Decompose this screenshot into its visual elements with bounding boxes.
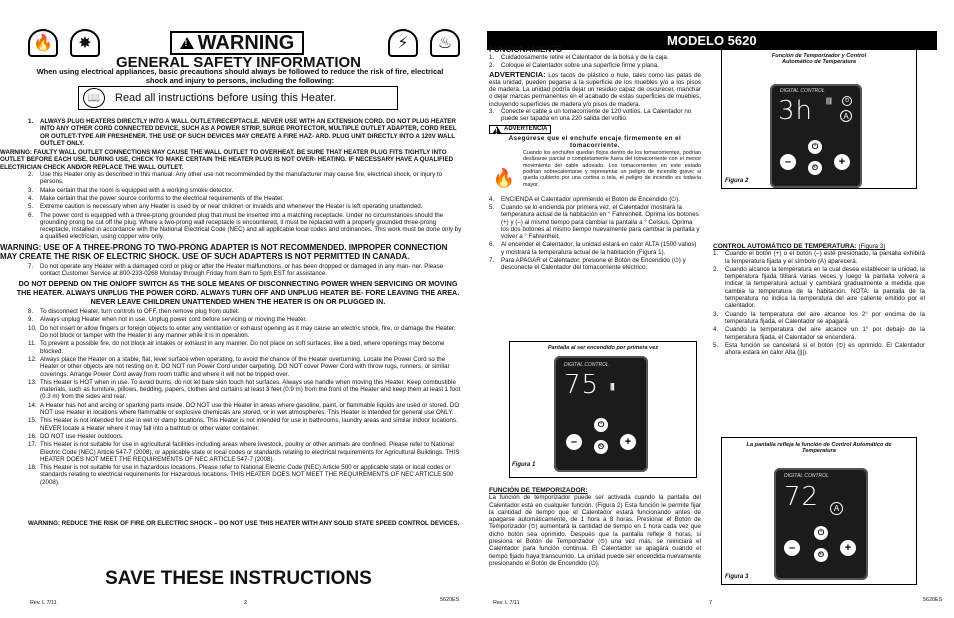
figure-2 <box>721 49 917 189</box>
safety-item-b-9 <box>28 433 464 440</box>
auto-control-title: CONTROL AUTOMÁTICO DE TEMPERATURA: <box>713 243 857 250</box>
list-number: 15. <box>28 417 37 425</box>
list-number: 5. <box>489 204 495 211</box>
list-text: Make certain that the room is equipped with a working smoke detector. <box>40 186 234 194</box>
power-button[interactable]: ⏻ <box>814 526 828 540</box>
list-text: To disconnect Heater, turn controls to OFF, then remove plug from outlet. <box>40 308 240 316</box>
plus-button[interactable]: + <box>834 154 850 170</box>
heat-icon: ||| <box>826 98 832 105</box>
left-footer-page: 2 <box>244 600 247 606</box>
advertencia-label: ADVERTENCIA: <box>489 69 546 79</box>
safety-item-b-10 <box>28 441 464 463</box>
figure-3-device <box>774 468 868 580</box>
safety-item-b-4 <box>28 340 464 355</box>
list-number: 1. <box>713 250 719 258</box>
list-number: 7. <box>489 257 495 265</box>
list-text: Cuando se lo encienda por primera vez, el Calentador mostrará la temperatura actual de la habitación en ° Fahrenheit. Oprima los botones (+) y (–) al mismo tiempo para cambiar la pantalla a ° Celsius. Oprima los dos botones al mismo tiempo nuevamente para cambiar la pantalla y volver a ° Fahrenheit. <box>501 204 700 241</box>
list-number: 2. <box>28 171 34 179</box>
save-instructions-title: SAVE THESE INSTRUCTIONS <box>105 568 372 589</box>
list-text: To prevent a possible fire, do not block air intakes or exhaust in any manner. Do not place on soft surfaces, like a bed, where openings may become blocked. <box>40 340 445 355</box>
list-number: 2. <box>489 62 495 70</box>
func-item-1 <box>489 54 701 61</box>
func-item-b-3 <box>489 241 701 256</box>
warning-faulty-outlet: WARNING: FAULTY WALL OUTLET CONNECTIONS MAY CAUSE THE WALL OUTLET TO OVERHEAT. BE SURE THAT HEATER PLUG FITS TIGHTLY INTO OUTLET BEFORE EACH USE. DURING USE, CHECK TO MAKE CERTAIN THE HEATER PLUG IS NOT OVER- HEATING. IF NECESSARY HAVE A QUALIFIED ELECTRICIAN CHECK AND/OR REPLACE THE WALL OUTLET. <box>0 149 454 171</box>
control-item-5 <box>713 342 925 357</box>
figure-1-label: Figura 1 <box>512 462 536 468</box>
list-number: 18. <box>28 464 37 472</box>
hazard-icon-shock: ⚡ <box>388 29 418 57</box>
safety-item-b-8 <box>28 417 464 432</box>
power-button[interactable]: ⏻ <box>594 418 608 432</box>
list-number: 1. <box>489 54 495 61</box>
figure-1-device <box>554 356 648 472</box>
display-label: DIGITAL CONTROL <box>784 473 829 479</box>
auto-icon: A <box>830 502 843 515</box>
list-number: 6. <box>489 241 495 249</box>
timer-button[interactable]: ⏲ <box>808 161 822 175</box>
auto-control-section <box>713 243 925 357</box>
safety-item-b-1 <box>28 308 464 315</box>
list-number: 4. <box>489 195 495 203</box>
warning-title: WARNING <box>197 31 295 54</box>
func-item-2 <box>489 62 701 69</box>
list-text: Esta función se cancelará si el botón (⏲) es oprimido. El Calentador ahora estará en calor Alta (|||). <box>725 341 925 357</box>
onoff-warning: DO NOT DEPEND ON THE ON/OFF SWITCH AS THE SOLE MEANS OF DISCONNECTING POWER WHEN SERVICING OR MOVING THE HEATER. ALWAYS UNPLUG THE POWER CORD. ALWAYS TURN OFF AND UNPLUG HEATER BE- FORE LEAVING THE AREA. NEVER LEAVE CHILDREN UNATTENDED WHEN THE HEATER IS ON OR PLUGGED IN. <box>16 279 460 307</box>
safety-item-a-4 <box>28 203 464 210</box>
safety-item-b-7 <box>28 402 464 417</box>
read-manual-row <box>78 86 398 110</box>
hazard-icon-burn: ♨ <box>430 29 460 57</box>
right-page <box>477 0 954 618</box>
func-item-3: 3. Conecte el cable a un tomacorriente de 120 voltios. La Calentador no puede ser tapada en una 220 salida del voltio. <box>489 108 692 123</box>
list-number: 8. <box>28 308 34 316</box>
control-item-1 <box>713 250 925 265</box>
list-number: 4. <box>28 194 34 202</box>
plus-button[interactable]: + <box>620 434 636 450</box>
timer-button[interactable]: ⏲ <box>594 440 608 454</box>
func-item-b-4 <box>489 257 701 272</box>
control-item-2 <box>713 266 925 310</box>
auto-icon: A <box>840 110 852 122</box>
list-number: 5. <box>28 203 34 211</box>
timer-button[interactable]: ⏲ <box>814 548 828 562</box>
list-text: Make certain that the power source conforms to the electrical requirements of the Heater. <box>40 194 284 202</box>
auto-control-figure-ref: (Figura 3) <box>858 243 886 250</box>
figure-3-caption: La pantalla refleja la función de Control Automático de Temperatura <box>746 442 892 454</box>
list-text: Cuando la temperatura del aire alcance los 2° por encima de la temperatura fijada, el Calentador se apagará. <box>725 310 925 325</box>
advertencia-box-label: ADVERTENCIA <box>504 125 548 132</box>
plus-button[interactable]: + <box>840 540 856 556</box>
hazard-icon-explosion: ✸ <box>70 29 100 57</box>
figure-1-caption: Pantalla al ser encendido por primera vez <box>547 345 659 351</box>
display-label: DIGITAL CONTROL <box>780 88 825 94</box>
figure-2-label: Figura 2 <box>725 178 749 184</box>
list-number: 5. <box>713 341 719 349</box>
list-text: Do not insert or allow fingers or foreign objects to enter any ventilation or exhaust opening as it may cause an electric shock, fire, or damage the Heater. Do not block or tamper with the Heater in any manner while it is in operation. <box>40 324 456 340</box>
safety-list-block <box>0 118 464 487</box>
list-text: The power cord is equipped with a three-prong grounded plug that must be inserted into a matching receptacle. Under no circumstances should the grounding prong be cut off the plug. Where a two-prong wall receptacle is encountered, it must be replaced with a properly grounded three-prong receptacle, installed in accordance with the National Electrical Code (NEC) and all applicable local codes and ordinances. This work must be done only by a qualified electrician, using copper wire only. <box>40 211 462 241</box>
figure-3-label: Figura 3 <box>725 574 749 580</box>
figure-2-device <box>770 84 862 188</box>
list-number: 16. <box>28 432 37 440</box>
timer-text: La función de temporizador puede ser activada cuando la pantalla del Calentador está en cualquier función. (Figura 2) Esta función le permite fijar la cantidad de tiempo que el Calentador estará funcionando antes de apagarse automáticamente, de 1 hora a 8 horas. Presionar el Botón de Temporizador (⏲) aumentará la cantidad de tiempo en 1 hora cada vez que dicho botón sea oprimido. Después que la pantalla refleje 8 horas, si presiona el Botón de Temporizador (⏲) una vez más, se reiniciará el Calentador para función continua. El Calentador se apagará cuando el tiempo fijado haya transcurrido. La unidad puede ser encendida nuevamente presionando el Botón de Encendido (⏻). <box>489 494 701 567</box>
list-text: Always place the Heater on a stable, flat, level surface when operating, to avoid the chance of the Heater overturning. Locate the Power Cord so the Heater or other objects are not resting on it. DO NOT run Power Cord under carpeting. DO NOT cover Power Cord with throw rugs, runners, or similar coverings. Arrange Power Cord away from room traffic and where it will not be tripped over. <box>40 355 450 378</box>
heat-icon: ||| <box>610 382 614 391</box>
list-number: 3. <box>713 310 719 318</box>
safety-item-b-2 <box>28 316 464 323</box>
safety-item-b-6 <box>28 379 464 401</box>
advertencia-subtitle: Asegúrese que el enchufe encaje firmemente en el tomacorriente. <box>508 135 682 150</box>
list-text: A Heater has hot and arcing or sparking parts inside. DO NOT use the Heater in areas where gasoline, paint, or flammable liquids are used or stored. DO NOT use Heater in locations where flammable or explosive chemicals are stored, or in wet atmospheres. This Heater is intended for general use ONLY. <box>40 401 460 417</box>
figure-2-caption: Función de Temporizador y Control Automático de Temperatura <box>771 53 867 65</box>
list-text: This Heater is not suitable for use in agricultural facilities including areas where livestock, poultry or other animals are confined. Please refer to National Electric Code (NEC) Article 547-7 (2008), or applicable state or local codes or standards relating to electrical requirements for Agricultural Buildings. THIS HEATER DOES NOT MEET THE REQUIREMENTS OF NEC ARTICLE 547-7 (2008). <box>40 441 460 463</box>
safety-item-1: 1. ALWAYS PLUG HEATERS DIRECTLY INTO A WALL OUTLET/RECEPTACLE. NEVER USE WITH AN EXTENSION CORD. DO NOT PLUG HEATER INTO ANY OTHER CORD CONNECTED DEVICE, SUCH AS A POWER STRIP, SURGE PROTECTOR, MULTIPLE OUTLET ADAPTER, CORD REEL OR OUTLET-TYPE AIR FRESHENER. THE USE OF SUCH DEVICES MAY CREATE A FIRE HAZ- ARD. PLUG UNIT DIRECTLY INTO A 120V WALL OUTLET ONLY. <box>28 118 457 147</box>
func-item-b-1 <box>489 196 701 203</box>
minus-button[interactable]: – <box>566 434 582 450</box>
timer-title: FUNCIÓN DE TEMPORIZADOR: <box>489 487 588 494</box>
advertencia-body-row <box>489 150 701 194</box>
control-item-4 <box>713 326 925 341</box>
fire-warning-icon: 🔥 <box>492 168 516 189</box>
right-footer-page: 7 <box>709 600 712 606</box>
auto-control-title-row <box>713 243 925 250</box>
safety-item-b-11 <box>28 464 464 486</box>
display-label: DIGITAL CONTROL <box>564 362 609 368</box>
list-text: Extreme caution is necessary when any Heater is used by or near children or invalids and whenever the Heater is left operating unattended. <box>40 203 423 211</box>
safety-item-b-3 <box>28 325 464 340</box>
list-number: 12. <box>28 355 37 363</box>
list-number: 2. <box>713 265 719 273</box>
warning-adapter: WARNING: USE OF A THREE-PRONG TO TWO-PRONG ADAPTER IS NOT RECOMMENDED. IMPROPER CONNECTION MAY CREATE THE RISK OF ELECTRIC SHOCK. USE OF SUCH ADAPTERS IS NOT PERMITTED IN CANADA. <box>0 242 448 262</box>
general-safety-title: GENERAL SAFETY INFORMATION <box>115 54 361 71</box>
safety-item-a-5 <box>28 212 464 241</box>
warning-solid-state: WARNING: REDUCE THE RISK OF FIRE OR ELECTRIC SHOCK – DO NOT USE THIS HEATER WITH ANY SOLID STATE SPEED CONTROL DEVICES. <box>28 520 460 527</box>
list-number: 10. <box>28 324 37 332</box>
read-manual-text: Read all instructions before using this Heater. <box>115 92 337 104</box>
list-text: ENCIENDA el Calentador oprimiendo el Botón de Encendido (⏻). <box>501 195 680 203</box>
list-text: Use this Heater only as described in this manual. Any other use not recommended by the manufacturer may cause fire, electrical shock, or injury to persons. <box>40 171 443 186</box>
minus-button[interactable]: – <box>784 540 800 556</box>
safety-item-b-5 <box>28 356 464 378</box>
intro-text: When using electrical appliances, basic precautions should always be followed to reduce the risk of fire, electrical shock and injury to persons, including the following: <box>36 67 444 85</box>
timer-reading: 3h <box>778 96 814 126</box>
right-footer-code: 5620ES <box>923 597 943 603</box>
advertencia-body: Cuando los enchufes quedan flojos dentro de los tomacorrientes, podrían deslizarse parcial o completamente fuera del tomacorriente con el menor movimiento del cable adosado. Los tomacorrientes en este estado podrían sobrecalentarse y representar un peligro de incendio grave; si queda cubierto por una cortina o tela, el peligro de incendio es todavía mayor. <box>523 149 701 188</box>
list-number: 3. <box>28 186 34 194</box>
right-footer-rev: Rev. L 7/11 <box>493 600 520 606</box>
funcionamiento-title: FUNCIONAMIENTO <box>489 45 563 54</box>
safety-item-a-1 <box>28 171 464 186</box>
advertencia-box <box>489 125 551 134</box>
list-text: Para APAGAR el Calentador, presione el Botón de Encendido (⏻) y desconecte el Calentador del tomacorriente eléctrico. <box>501 257 686 272</box>
temperature-reading: 75 <box>564 370 600 400</box>
list-text: Cuidadosamente retire el Calentador de la bolsa y de la caja. <box>501 54 669 61</box>
list-text: DO NOT use Heater outdoors. <box>40 432 124 440</box>
figure-3 <box>721 437 917 585</box>
list-text: This Heater is not intended for use in wet or damp locations. This Heater is not intended for use in bathrooms, laundry areas and similar indoor locations. NEVER locate a Heater where it may fall into a bathtub or other water container. <box>40 417 458 432</box>
list-number: 4. <box>713 326 719 334</box>
list-number: 11. <box>28 340 37 348</box>
list-number: 13. <box>28 378 37 386</box>
minus-button[interactable]: – <box>780 154 796 170</box>
advertencia-triangle-icon <box>493 126 501 133</box>
warning-triangle-icon <box>180 37 194 49</box>
list-text: Cuando alcance la temperatura en la cual desea establecer la unidad, la temperatura fijada titilará varias veces y luego la pantalla volverá a indicar la temperatura actual y cambiará gradualmente a medida que cambia la temperatura de la habitación. NOTA: la pantalla de la temperatura no indica la temperatura del aire caliente emitido por el calentador. <box>725 265 925 310</box>
advertencia-paragraph <box>489 71 701 108</box>
safety-item-a-3 <box>28 195 464 202</box>
list-text: This Heater is HOT when in use. To avoid burns, do not let bare skin touch hot surfaces. Always use handle when moving this Heater. Keep combustible materials, such as furniture, pillows, bedding, papers, clothes and curtains at least 3 feet (0.9 m) from the front of the Heater and keep them at least 1 foot (0.3 m) from the sides and rear. <box>40 378 461 401</box>
timer-section <box>489 487 701 567</box>
list-number: 14. <box>28 401 37 409</box>
read-manual-icon: 📖 <box>83 88 105 108</box>
list-text: Coloque el Calentador sobre una superficie firme y plana. <box>501 62 659 70</box>
hazard-icon-fire: 🔥 <box>28 29 58 57</box>
advertencia-text: Los tacos de plástico o hule, tales como las patas de esta unidad, pueden pegarse a la superficie de los muebles y/o a los pisos de madera. La unidad podría dejar un residuo capaz de oscurecer, manchar o dejar marcas permanentes en el acabado de estas superficies de muebles, incluyendo superficies de madera y/o pisos de madera. <box>489 71 701 108</box>
safety-item-7: 7. Do not operate any Heater with a damaged cord or plug or after the Heater malfunctions, or has been dropped or damaged in any man- ner. Please contact Customer Service at 800-233-0268 Monday through Friday from 8am to 5pm EST for assistance. <box>28 262 444 277</box>
list-text: This Heater is not suitable for use in hazardous locations. Please refer to National Electric Code (NEC) Article 500 or applicable state or local codes or standards relating to electrical requirements for Hazardous locations. THIS HEATER DOES NOT MEET THE REQUIREMENTS OF NEC ARTICLE 500 (2008). <box>40 464 454 486</box>
left-footer-code: 5620ES <box>440 597 460 603</box>
list-number: 17. <box>28 441 37 449</box>
list-text: Cuando la temperatura del aire alcance un 1° por debajo de la temperatura fijada, el Calentador se encenderá. <box>725 326 925 341</box>
safety-item-a-2 <box>28 187 464 194</box>
warning-banner <box>170 31 304 55</box>
list-text: Al encender el Calentador, la unidad estará en calor ALTA (1500 vatios) y mostrará la temperatura actual de la habitación (Figura 1). <box>501 241 697 256</box>
power-button[interactable]: ⏻ <box>808 140 822 154</box>
control-item-3 <box>713 311 925 326</box>
modelo-header: MODELO 5620 <box>487 31 937 50</box>
list-number: 6. <box>28 211 34 219</box>
figure-1 <box>509 341 697 478</box>
func-item-b-2 <box>489 204 701 240</box>
left-footer-rev: Rev. L 7/11 <box>30 600 57 606</box>
clock-icon: ⏲ <box>842 96 852 106</box>
list-text: Always unplug Heater when not in use. Unplug power cord before servicing or moving the Heater. <box>40 316 307 324</box>
list-text: Cuando el botón (+) o el botón (–) esté presionado, la pantalla exhibirá la temperatura fijada y el símbolo (A) aparecerá. <box>725 250 925 265</box>
set-temperature-reading: 72 <box>784 482 820 512</box>
funcionamiento-column <box>489 45 701 273</box>
list-number: 9. <box>28 316 34 324</box>
